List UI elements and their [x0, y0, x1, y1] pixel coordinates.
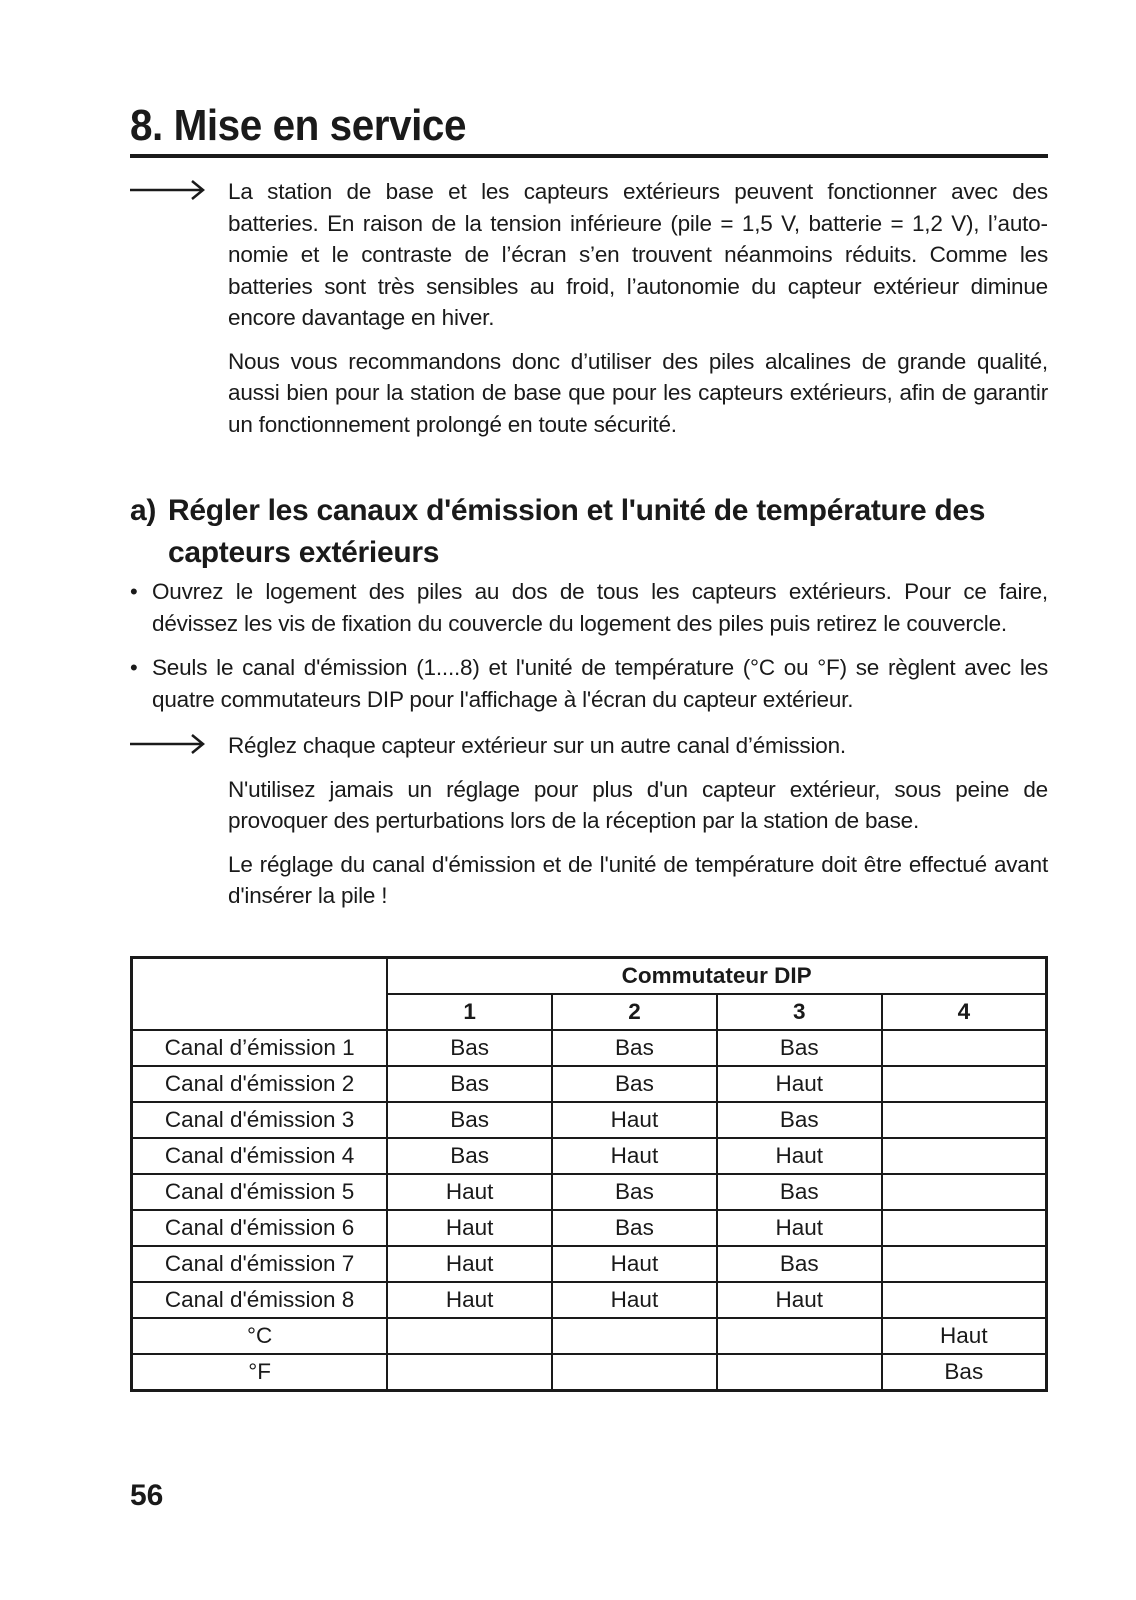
table-cell: Haut [882, 1318, 1047, 1354]
note-paragraph: Réglez chaque capteur extérieur sur un autre canal d’émission. [228, 733, 846, 758]
table-cell: Haut [387, 1282, 552, 1318]
table-corner-cell [132, 958, 388, 1031]
table-cell: Bas [552, 1030, 717, 1066]
table-cell [717, 1318, 882, 1354]
arrow-right-icon [130, 734, 206, 754]
table-row [132, 1318, 1047, 1354]
table-cell: Bas [552, 1066, 717, 1102]
table-row-label: Canal d'émission 2 [132, 1066, 388, 1102]
table-cell: Bas [717, 1246, 882, 1282]
table-cell: Haut [552, 1102, 717, 1138]
table-column-header: 1 [387, 994, 552, 1030]
subsection-title: Régler les canaux d'émission et l'unité de température des capteurs extérieurs [168, 494, 986, 569]
note-paragraph: N'utilisez jamais un réglage pour plus d'un capteur extérieur, sous peine de provoquer des perturbations lors de la réception par la station de base. [228, 776, 1048, 833]
list-item [130, 652, 1048, 715]
table-cell: Bas [717, 1030, 882, 1066]
table-cell [882, 1174, 1047, 1210]
table-cell [387, 1318, 552, 1354]
table-cell [882, 1138, 1047, 1174]
table-group-header: Commutateur DIP [387, 958, 1046, 995]
table-cell [882, 1210, 1047, 1246]
table-cell: Bas [387, 1066, 552, 1102]
table-cell [552, 1354, 717, 1391]
table-cell: Bas [552, 1210, 717, 1246]
table-cell: Bas [387, 1138, 552, 1174]
table-cell: Haut [717, 1066, 882, 1102]
list-item-text: Ouvrez le logement des piles au dos de tous les capteurs extérieurs. Pour ce faire, dévissez les vis de fixation du couvercle du logement des piles puis retirez le couvercle. [152, 579, 1048, 636]
table-row [132, 1246, 1047, 1282]
arrow-right-icon [130, 180, 206, 200]
section-title-text: 8. Mise en service [130, 101, 467, 150]
table-row [132, 1174, 1047, 1210]
list-item-text: Seuls le canal d'émission (1....8) et l'unité de température (°C ou °F) se règlent avec les quatre commutateurs DIP pour l'affichage à l'écran du capteur extérieur. [152, 655, 1048, 712]
table-row [132, 1102, 1047, 1138]
table-header-row [132, 958, 1047, 995]
note-paragraph: Le réglage du canal d'émission et de l'unité de température doit être effectué avant d'insérer la pile ! [228, 851, 1048, 908]
table-row [132, 1210, 1047, 1246]
list-item [130, 576, 1048, 639]
table-cell: Haut [717, 1210, 882, 1246]
bullet-icon: • [130, 579, 138, 604]
table-cell: Bas [717, 1102, 882, 1138]
bullet-icon: • [130, 655, 138, 680]
table-cell: Haut [717, 1138, 882, 1174]
table-column-header: 2 [552, 994, 717, 1030]
note-block-2 [228, 730, 1048, 912]
table-cell: Haut [717, 1282, 882, 1318]
table-row-label: °F [132, 1354, 388, 1391]
table-cell [552, 1318, 717, 1354]
table-row [132, 1138, 1047, 1174]
table-cell [717, 1354, 882, 1391]
table-cell [882, 1102, 1047, 1138]
table-cell: Bas [387, 1030, 552, 1066]
table-row [132, 1354, 1047, 1391]
note-block-1 [228, 176, 1048, 440]
table-cell: Haut [552, 1282, 717, 1318]
table-row-label: Canal d'émission 3 [132, 1102, 388, 1138]
table-cell: Haut [552, 1246, 717, 1282]
section-title [130, 100, 1048, 158]
table-row [132, 1030, 1047, 1066]
table-column-header: 4 [882, 994, 1047, 1030]
table-cell: Haut [552, 1138, 717, 1174]
subsection-letter: a) [130, 494, 157, 527]
table-cell: Bas [552, 1174, 717, 1210]
table-row-label: Canal d'émission 8 [132, 1282, 388, 1318]
table-row-label: °C [132, 1318, 388, 1354]
table-cell: Haut [387, 1174, 552, 1210]
table-row-label: Canal d'émission 7 [132, 1246, 388, 1282]
note-paragraph: La station de base et les capteurs extérieurs peuvent fonctionner avec des batteries. En raison de la tension inférieure (pile = 1,5 V, batterie = 1,2 V), l’autonomie et le contraste de l’écran s’en trouvent néanmoins réduits. Comme les batteries sont très sensibles au froid, l’autonomie du capteur extérieur diminue encore davantage en hiver. [228, 179, 1048, 330]
note-paragraph: Nous vous recommandons donc d’utiliser des piles alcalines de grande qualité, aussi bien pour la station de base que pour les capteurs extérieurs, afin de garantir un fonctionnement prolongé en toute sécurité. [228, 348, 1048, 437]
table-cell [882, 1030, 1047, 1066]
table-row-label: Canal d'émission 6 [132, 1210, 388, 1246]
subsection-heading [130, 490, 1048, 574]
table-row-label: Canal d'émission 4 [132, 1138, 388, 1174]
table-row [132, 1282, 1047, 1318]
table-cell: Bas [387, 1102, 552, 1138]
table-cell: Bas [717, 1174, 882, 1210]
table-column-header: 3 [717, 994, 882, 1030]
table-row-label: Canal d’émission 1 [132, 1030, 388, 1066]
table-row-label: Canal d'émission 5 [132, 1174, 388, 1210]
table-cell [882, 1246, 1047, 1282]
table-cell: Haut [387, 1246, 552, 1282]
table-cell: Bas [882, 1354, 1047, 1391]
page-number: 56 [130, 1479, 164, 1512]
table-cell [882, 1066, 1047, 1102]
table-cell [882, 1282, 1047, 1318]
table-row [132, 1066, 1047, 1102]
table-cell: Haut [387, 1210, 552, 1246]
table-cell [387, 1354, 552, 1391]
dip-switch-table [130, 956, 1048, 1392]
